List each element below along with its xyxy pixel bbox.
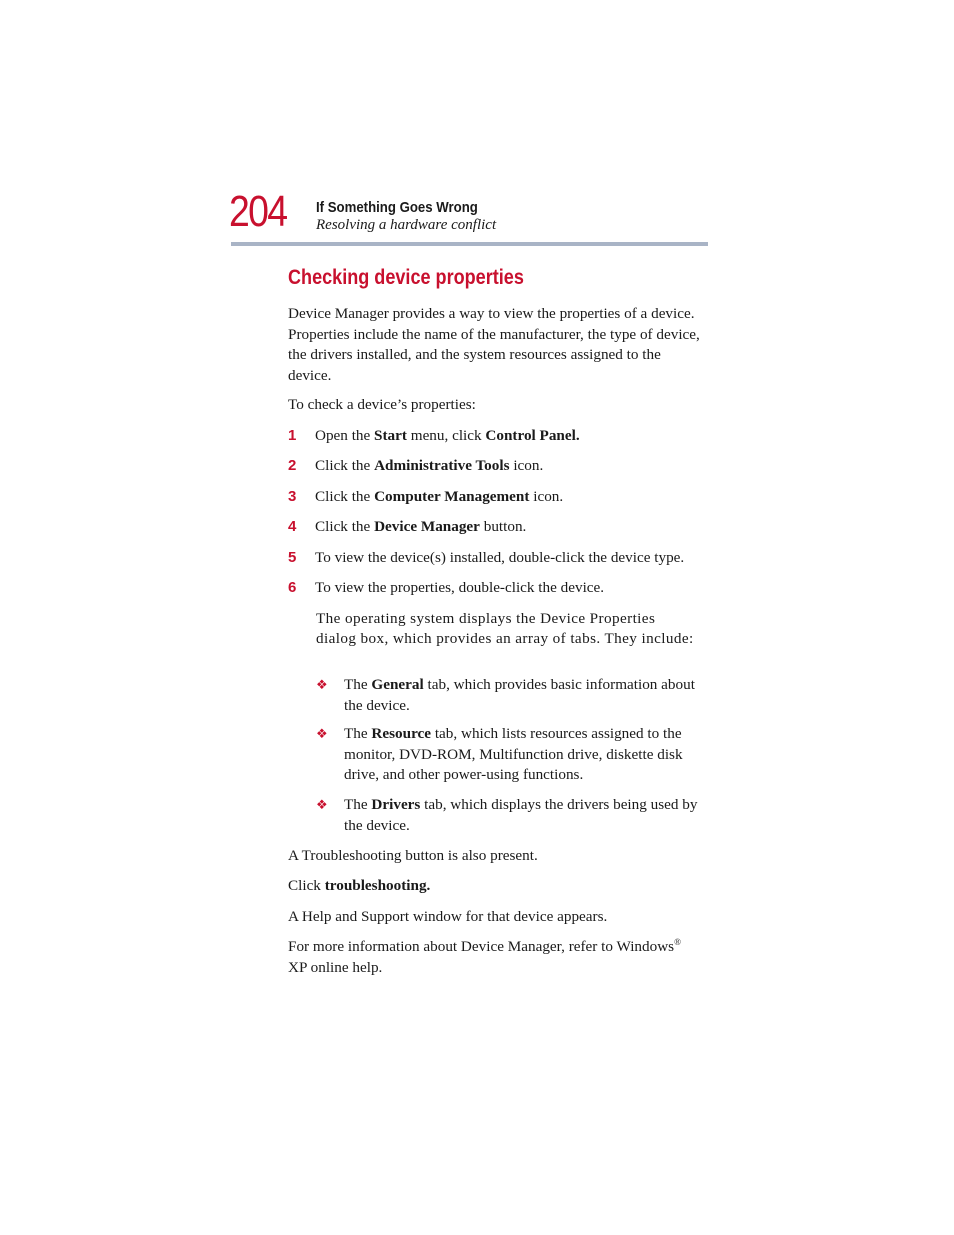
- page-number: 204: [229, 187, 287, 236]
- troubleshoot-note: A Troubleshooting button is also present.: [288, 847, 538, 864]
- step-text: Open the Start menu, click Control Panel.: [315, 427, 580, 444]
- click-troubleshooting: Click troubleshooting.: [288, 877, 431, 894]
- section-subtitle: Resolving a hardware conflict: [316, 217, 497, 233]
- step-text: To view the device(s) installed, double-click the device type.: [315, 549, 685, 566]
- diamond-bullet-icon: ❖: [316, 677, 328, 692]
- bullet-text: The Drivers tab, which displays the drivers being used by the device.: [344, 796, 698, 834]
- step-number: 5: [288, 549, 297, 566]
- step-6-note: The operating system displays the Device Properties dialog box, which provides an array of tabs. They include:: [316, 610, 694, 647]
- lead-in-paragraph: To check a device’s properties:: [288, 396, 476, 413]
- step-number: 3: [288, 488, 297, 505]
- bullet-text: The Resource tab, which lists resources assigned to the monitor, DVD-ROM, Multifunction drive, diskette disk drive, and other power-using functions.: [344, 725, 683, 783]
- step-text: Click the Computer Management icon.: [315, 488, 564, 505]
- bullet-text: The General tab, which provides basic information about the device.: [344, 676, 695, 714]
- diamond-bullet-icon: ❖: [316, 726, 328, 741]
- step-number: 2: [288, 457, 297, 474]
- section-heading: Checking device properties: [288, 266, 524, 289]
- step-number: 1: [288, 427, 297, 444]
- header-rule: [231, 242, 708, 246]
- registered-mark: ®: [674, 936, 681, 947]
- step-number: 6: [288, 579, 297, 596]
- step-text: Click the Device Manager button.: [315, 518, 527, 535]
- more-info-paragraph: For more information about Device Manager, refer to Windows® XP online help.: [288, 936, 681, 976]
- chapter-title: If Something Goes Wrong: [316, 199, 478, 216]
- step-number: 4: [288, 518, 297, 535]
- step-text: Click the Administrative Tools icon.: [315, 457, 544, 474]
- intro-paragraph: Device Manager provides a way to view the properties of a device. Properties include the name of the manufacturer, the type of device, the drivers installed, and the system resources assigned to the device.: [288, 305, 700, 384]
- step-text: To view the properties, double-click the device.: [315, 579, 605, 596]
- diamond-bullet-icon: ❖: [316, 797, 328, 812]
- help-window-note: A Help and Support window for that device appears.: [288, 908, 608, 925]
